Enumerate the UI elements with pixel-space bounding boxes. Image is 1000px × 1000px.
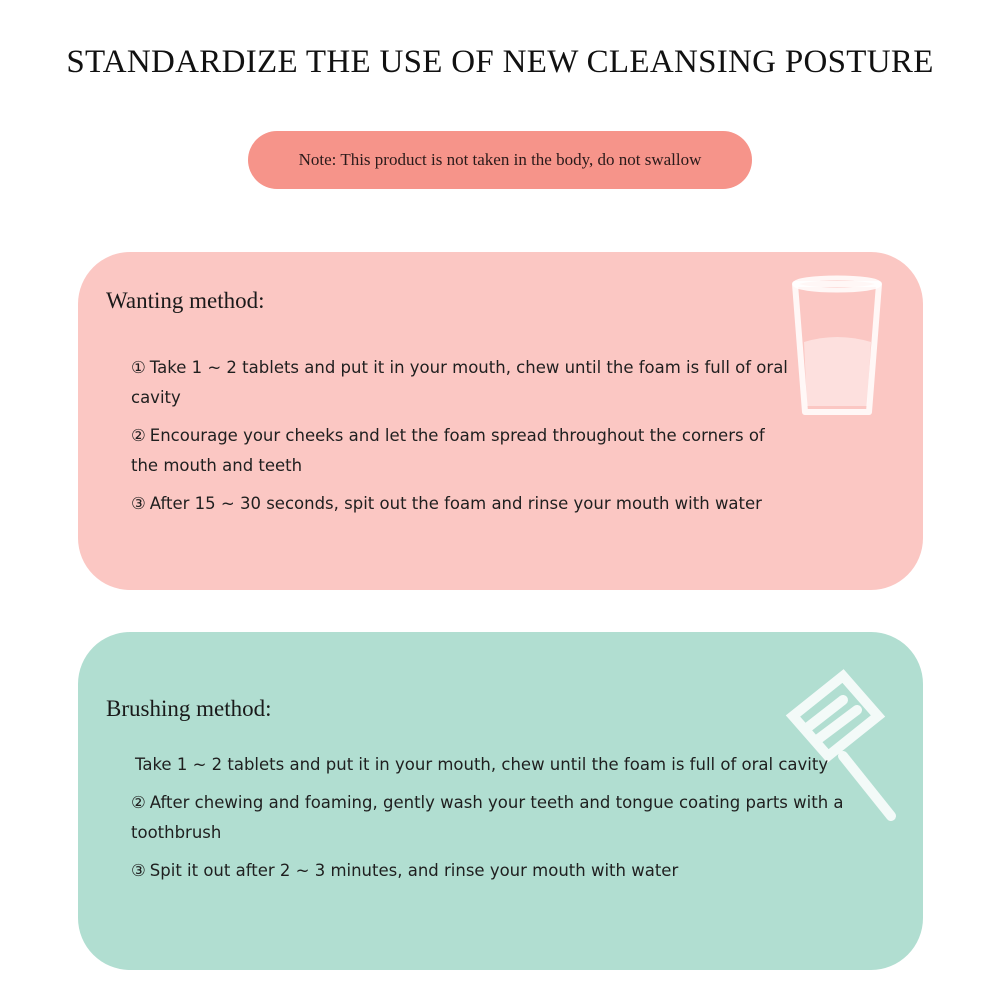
- step-text: Encourage your cheeks and let the foam spread throughout the corners of the mouth and teeth: [131, 426, 765, 475]
- step-text: After chewing and foaming, gently wash your teeth and tongue coating parts with a toothbrush: [131, 793, 844, 842]
- brushing-steps: [131, 750, 851, 894]
- brushing-step-2: [131, 788, 851, 848]
- wanting-heading: Wanting method:: [106, 288, 265, 313]
- step-number: ①: [131, 358, 146, 377]
- brushing-method-card: [78, 632, 923, 970]
- wanting-steps: [131, 353, 791, 527]
- step-text: Take 1 ~ 2 tablets and put it in your mouth, chew until the foam is full of oral cavity: [135, 755, 829, 774]
- warning-note: [248, 131, 752, 189]
- step-number: ②: [131, 793, 146, 812]
- brushing-step-1: [131, 750, 851, 780]
- step-text: Take 1 ~ 2 tablets and put it in your mouth, chew until the foam is full of oral cavity: [131, 358, 788, 407]
- wanting-step-3: [131, 489, 791, 519]
- glass-icon: [787, 272, 887, 422]
- brushing-heading: Brushing method:: [106, 696, 272, 721]
- wanting-method-card: [78, 252, 923, 590]
- step-number: ②: [131, 426, 146, 445]
- page-title: STANDARDIZE THE USE OF NEW CLEANSING POSTURE: [66, 44, 934, 80]
- wanting-step-2: [131, 421, 791, 481]
- wanting-step-1: [131, 353, 791, 413]
- note-text: Note: This product is not taken in the body, do not swallow: [298, 150, 702, 169]
- step-text: After 15 ~ 30 seconds, spit out the foam and rinse your mouth with water: [149, 494, 762, 513]
- brushing-step-3: [131, 856, 851, 886]
- step-text: Spit it out after 2 ~ 3 minutes, and rinse your mouth with water: [149, 861, 679, 880]
- step-number: ③: [131, 861, 146, 880]
- step-number: ③: [131, 494, 146, 513]
